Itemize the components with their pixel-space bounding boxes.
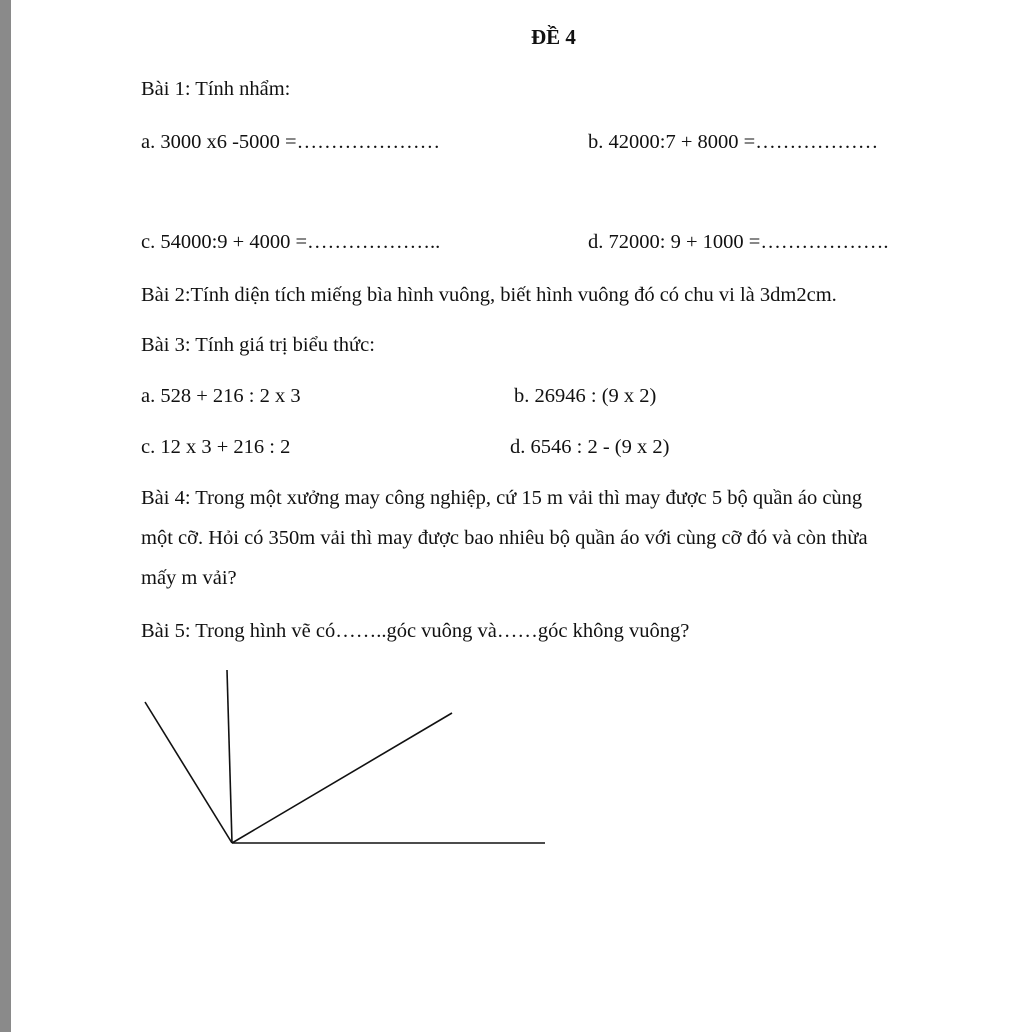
bai2-text: Bài 2:Tính diện tích miếng bìa hình vuông, biết hình vuông đó có chu vi là 3dm2cm. (141, 284, 837, 306)
bai1-item-a: a. 3000 x6 -5000 =………………… (141, 131, 441, 153)
diagram-ray-vertical (227, 670, 232, 843)
bai4-line3: mấy m vải? (141, 567, 237, 589)
bai5-text: Bài 5: Trong hình vẽ có……..góc vuông và……góc không vuông? (141, 620, 690, 642)
bai1-item-d: d. 72000: 9 + 1000 =………………. (588, 231, 889, 253)
bai1-item-b: b. 42000:7 + 8000 =……………… (588, 131, 879, 153)
diagram-ray-diagonal (232, 713, 452, 843)
bai3-item-b: b. 26946 : (9 x 2) (514, 385, 657, 407)
bai4-line1: Bài 4: Trong một xưởng may công nghiệp, cứ 15 m vải thì may được 5 bộ quần áo cùng (141, 487, 863, 509)
bai3-heading: Bài 3: Tính giá trị biểu thức: (141, 334, 375, 356)
page-title: ĐỀ 4 (531, 25, 576, 49)
bai4-line2: một cỡ. Hỏi có 350m vải thì may được bao nhiêu bộ quần áo với cùng cỡ đó và còn thừa (141, 527, 868, 549)
bai3-item-c: c. 12 x 3 + 216 : 2 (141, 436, 291, 458)
bai3-item-d: d. 6546 : 2 - (9 x 2) (510, 436, 670, 458)
bai1-heading: Bài 1: Tính nhẩm: (141, 78, 291, 100)
bai3-item-a: a. 528 + 216 : 2 x 3 (141, 385, 301, 407)
diagram-ray-left (145, 702, 232, 843)
bai1-item-c: c. 54000:9 + 4000 =……………….. (141, 231, 441, 253)
